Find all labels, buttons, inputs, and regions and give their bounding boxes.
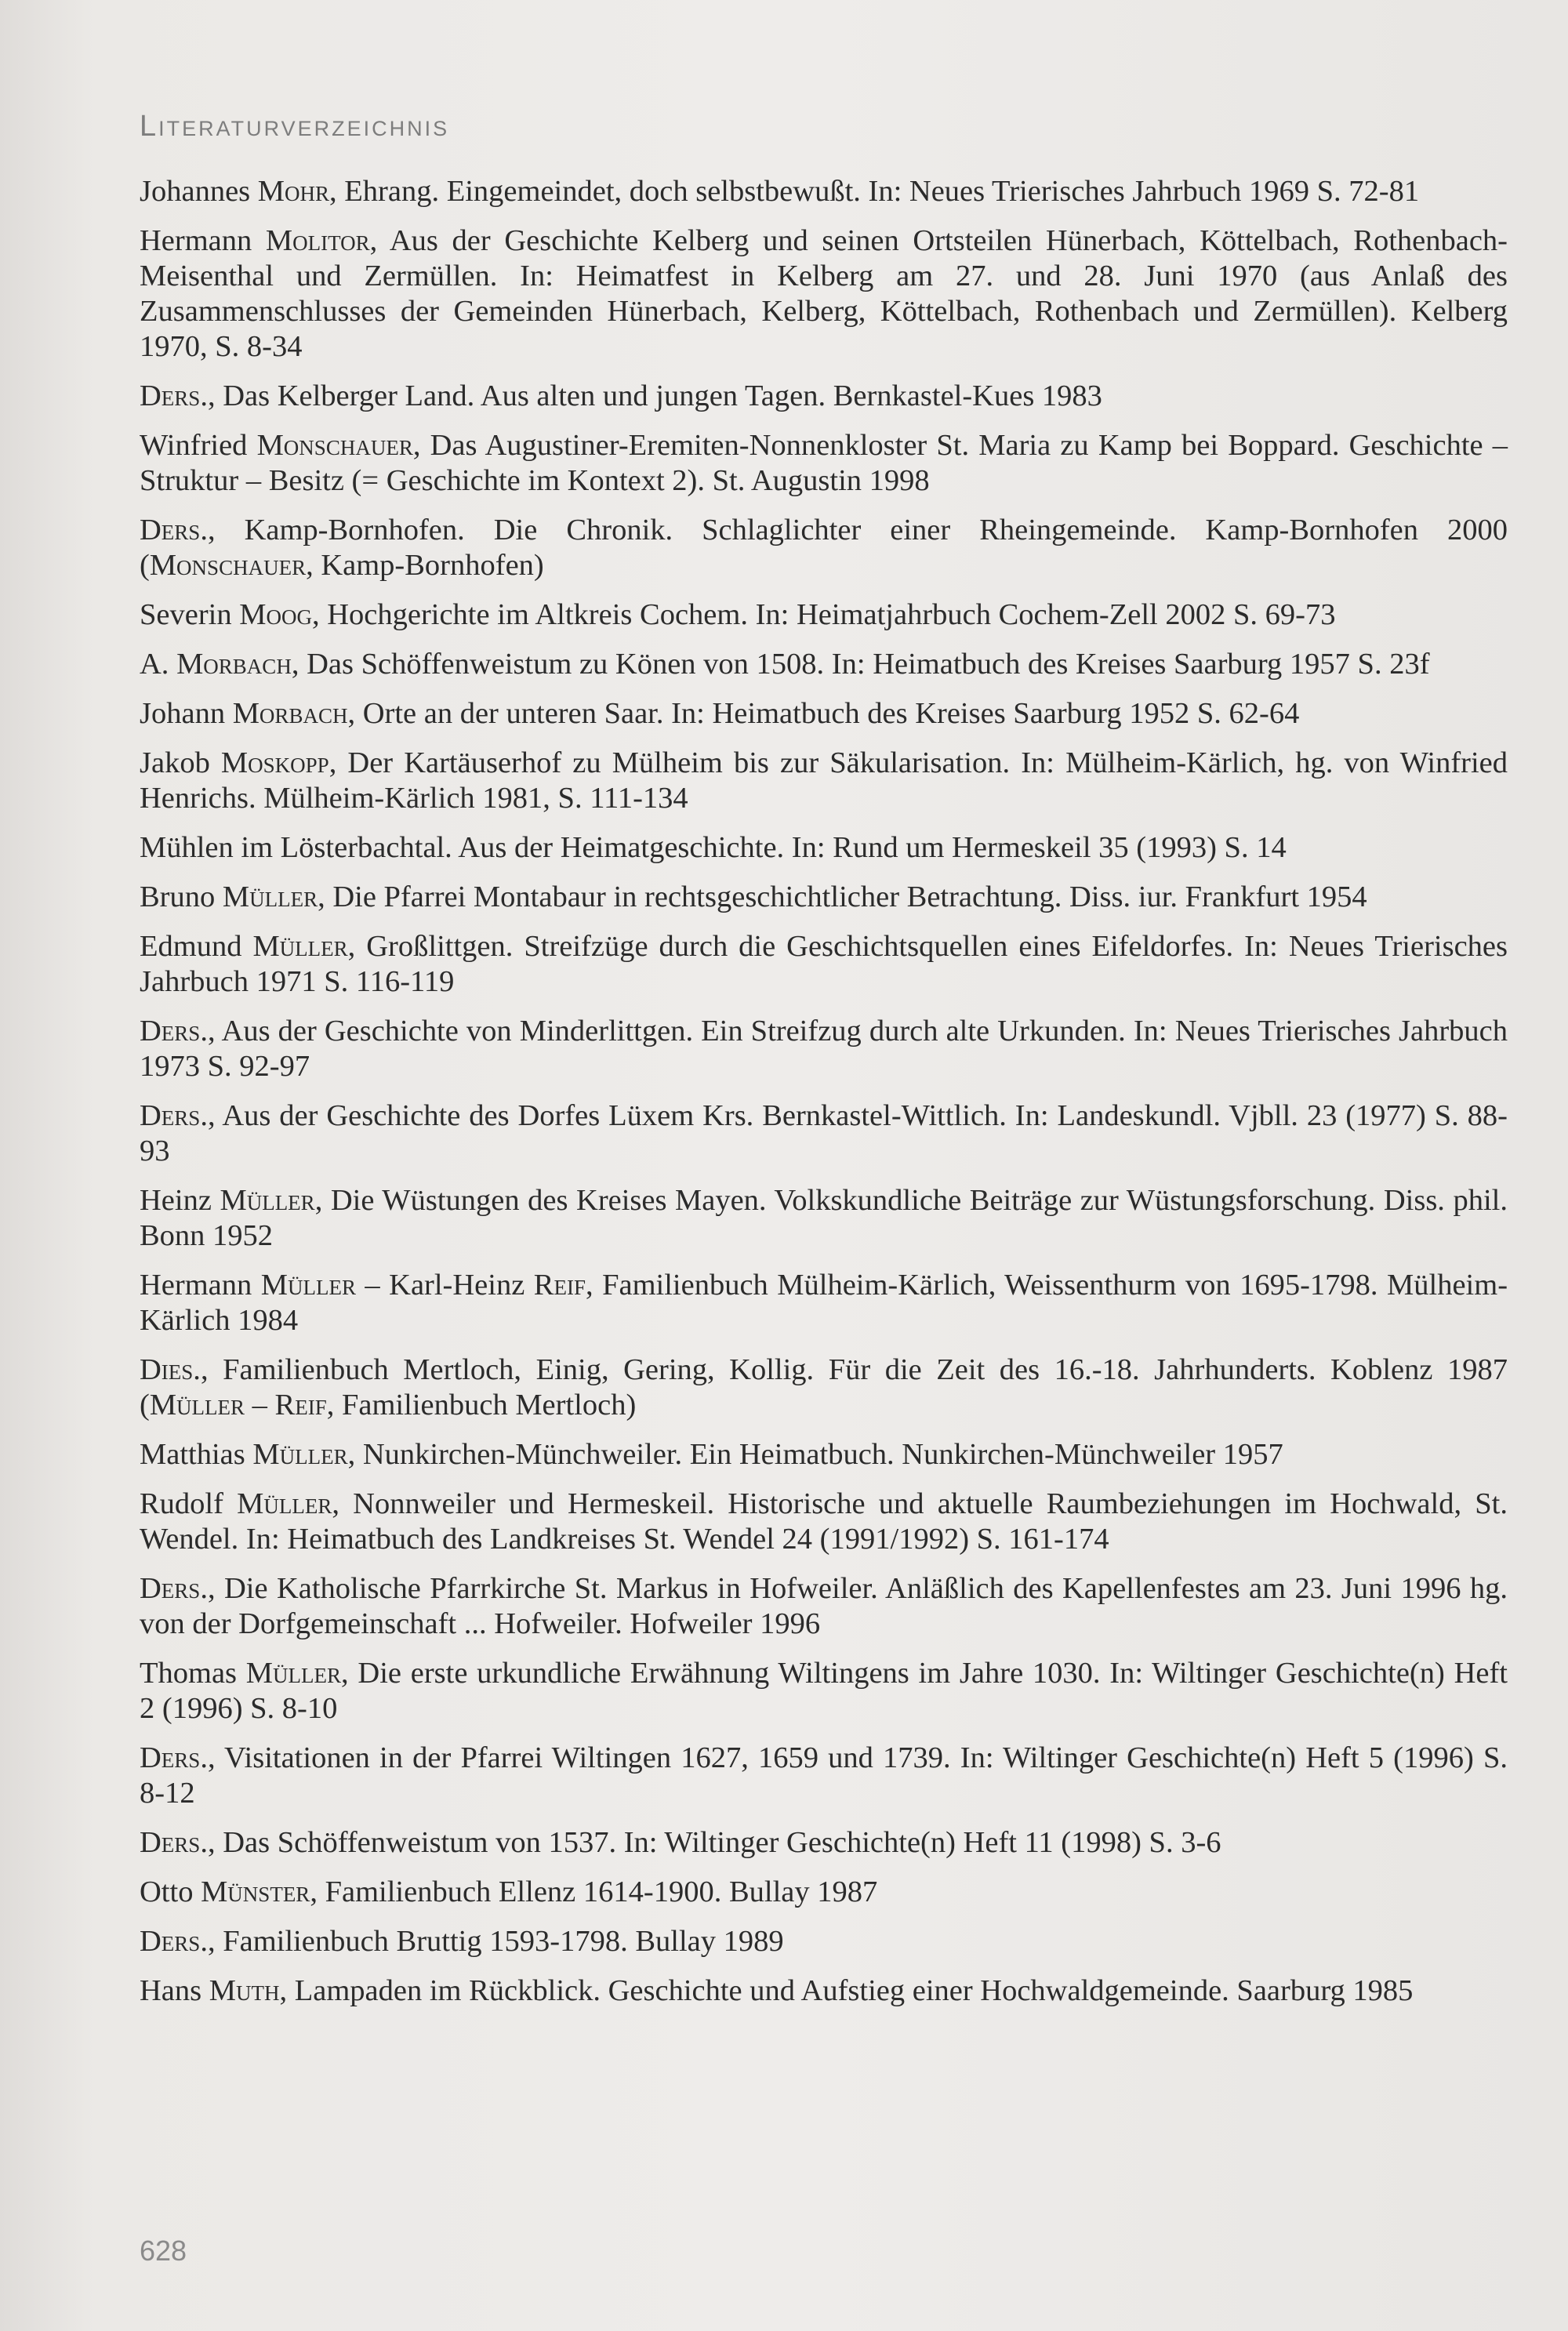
entry-text: Winfried xyxy=(140,429,257,462)
author-name: Mohr xyxy=(257,175,330,208)
bibliography-entry xyxy=(140,1014,1508,1084)
entry-text: , Orte an der unteren Saar. In: Heimatbuch des Kreises Saarburg 1952 S. 62-64 xyxy=(347,697,1300,730)
author-name: Müller xyxy=(252,1438,348,1471)
bibliography-entry xyxy=(140,1741,1508,1811)
author-name: Ders. xyxy=(140,1099,208,1132)
bibliography-entry xyxy=(140,1487,1508,1557)
author-name: Muth xyxy=(209,1974,280,2007)
author-name: Monschauer xyxy=(256,429,413,462)
entry-text: , Kamp-Bornhofen. Die Chronik. Schlaglichter einer Rheingemeinde. Kamp-Bornhofen 2000 ( xyxy=(140,514,1508,582)
author-name: Moskopp xyxy=(220,746,329,779)
entry-text: , Aus der Geschichte Kelberg und seinen Ortsteilen Hünerbach, Köttelbach, Rothenbach-Meisenthal und Zermüllen. In: Heimatfest in Kelberg am 27. und 28. Juni 1970 (aus Anlaß des Zusammenschlusses der Gemeinden Hünerbach, Kelberg, Köttelbach, Rothenbach und Zermüllen). Kelberg 1970, S. 8-34 xyxy=(140,224,1508,363)
bibliography-entry xyxy=(140,174,1508,209)
bibliography-entry xyxy=(140,597,1508,633)
entry-text: , Die Pfarrei Montabaur in rechtsgeschichtlicher Betrachtung. Diss. iur. Frankfurt 1954 xyxy=(318,880,1367,913)
author-name: Ders. xyxy=(140,514,208,546)
author-name: Ders. xyxy=(140,1925,208,1958)
entry-text: , Das Schöffenweistum von 1537. In: Wiltinger Geschichte(n) Heft 11 (1998) S. 3-6 xyxy=(207,1826,1221,1859)
entry-text: , Großlittgen. Streifzüge durch die Geschichtsquellen eines Eifeldorfes. In: Neues Trierisches Jahrbuch 1971 S. 116-119 xyxy=(140,930,1508,998)
entry-text: Edmund xyxy=(140,930,253,963)
author-name: Müller xyxy=(245,1657,342,1690)
entry-text: , Das Kelberger Land. Aus alten und jungen Tagen. Bernkastel-Kues 1983 xyxy=(207,379,1102,412)
author-name: Morbach xyxy=(176,648,292,681)
author-name: Müller xyxy=(220,1184,315,1217)
entry-text: , Familienbuch Ellenz 1614-1900. Bullay 1987 xyxy=(310,1875,878,1908)
entry-text: , Die Katholische Pfarrkirche St. Markus in Hofweiler. Anläßlich des Kapellenfestes am 23. Juni 1996 hg. von der Dorfgemeinschaft ... Hofweiler. Hofweiler 1996 xyxy=(140,1572,1508,1640)
bibliography-entry xyxy=(140,513,1508,583)
author-name: Morbach xyxy=(232,697,348,730)
entry-text: Jakob xyxy=(140,746,221,779)
author-name: Moog xyxy=(239,598,312,631)
bibliography-entry xyxy=(140,647,1508,682)
bibliography-entry xyxy=(140,880,1508,915)
entry-text: , Kamp-Bornhofen) xyxy=(306,549,544,582)
entry-text: , Familienbuch Bruttig 1593-1798. Bullay 1989 xyxy=(207,1925,784,1958)
entry-text: Otto xyxy=(140,1875,201,1908)
bibliography-entry xyxy=(140,428,1508,499)
entry-text: , Die Wüstungen des Kreises Mayen. Volkskundliche Beiträge zur Wüstungsforschung. Diss. phil. Bonn 1952 xyxy=(140,1184,1508,1252)
entry-text: A. xyxy=(140,648,177,681)
bibliography-list xyxy=(140,174,1508,2023)
bibliography-entry xyxy=(140,696,1508,732)
author-name: Ders. xyxy=(140,1826,208,1859)
author-name: Müller xyxy=(260,1269,356,1302)
bibliography-entry xyxy=(140,929,1508,1000)
author-name: Münster xyxy=(201,1875,310,1908)
entry-text: , Aus der Geschichte des Dorfes Lüxem Krs. Bernkastel-Wittlich. In: Landeskundl. Vjbll. 23 (1977) S. 88-93 xyxy=(140,1099,1508,1167)
bibliography-entry xyxy=(140,830,1508,866)
bibliography-entry xyxy=(140,1875,1508,1910)
entry-text: , Nunkirchen-Münchweiler. Ein Heimatbuch. Nunkirchen-Münchweiler 1957 xyxy=(347,1438,1283,1471)
entry-text: Thomas xyxy=(140,1657,246,1690)
entry-text: , Der Kartäuserhof zu Mülheim bis zur Säkularisation. In: Mülheim-Kärlich, hg. von Winfried Henrichs. Mülheim-Kärlich 1981, S. 111-134 xyxy=(140,746,1508,815)
bibliography-entry xyxy=(140,1571,1508,1642)
author-name: Müller xyxy=(252,930,348,963)
bibliography-entry xyxy=(140,746,1508,816)
author-name: Müller xyxy=(237,1487,332,1520)
bibliography-entry xyxy=(140,379,1508,414)
entry-text: , Familienbuch Mülheim-Kärlich, Weissenthurm von 1695-1798. Mülheim-Kärlich 1984 xyxy=(140,1269,1508,1337)
entry-text: , Die erste urkundliche Erwähnung Wiltingens im Jahre 1030. In: Wiltinger Geschichte(n) Heft 2 (1996) S. 8-10 xyxy=(140,1657,1508,1725)
entry-text: Heinz xyxy=(140,1184,220,1217)
bibliography-entry xyxy=(140,1656,1508,1726)
entry-text: , Nonnweiler und Hermeskeil. Historische und aktuelle Raumbeziehungen im Hochwald, St. Wendel. In: Heimatbuch des Landkreises St. Wendel 24 (1991/1992) S. 161-174 xyxy=(140,1487,1508,1556)
author-name: Molitor xyxy=(265,224,370,257)
bibliography-entry xyxy=(140,1268,1508,1338)
author-name: Müller xyxy=(222,880,318,913)
header-title: Literaturverzeichnis xyxy=(140,110,450,143)
bibliography-entry xyxy=(140,223,1508,365)
author-name: Monschauer xyxy=(149,549,307,582)
page-number: 628 xyxy=(140,2235,187,2267)
entry-text: Severin xyxy=(140,598,240,631)
entry-text: , Ehrang. Eingemeindet, doch selbstbewußt. In: Neues Trierisches Jahrbuch 1969 S. 72-81 xyxy=(329,175,1420,208)
entry-text: Hans xyxy=(140,1974,209,2007)
entry-text: , Aus der Geschichte von Minderlittgen. Ein Streifzug durch alte Urkunden. In: Neues Trierisches Jahrbuch 1973 S. 92-97 xyxy=(140,1015,1508,1083)
bibliography-entry xyxy=(140,1098,1508,1169)
bibliography-entry xyxy=(140,1924,1508,1959)
author-name: Dies. xyxy=(140,1353,201,1386)
bibliography-entry xyxy=(140,1973,1508,2009)
entry-text: Johann xyxy=(140,697,233,730)
entry-text: , Visitationen in der Pfarrei Wiltingen 1627, 1659 und 1739. In: Wiltinger Geschichte(n) Heft 5 (1996) S. 8-12 xyxy=(140,1741,1508,1810)
bibliography-entry xyxy=(140,1437,1508,1472)
entry-text: Hermann xyxy=(140,224,266,257)
bibliography-entry xyxy=(140,1183,1508,1254)
entry-text: Bruno xyxy=(140,880,223,913)
entry-text: , Hochgerichte im Altkreis Cochem. In: Heimatjahrbuch Cochem-Zell 2002 S. 69-73 xyxy=(311,598,1336,631)
entry-text: , Familienbuch Mertloch, Einig, Gering, Kollig. Für die Zeit des 16.-18. Jahrhunderts. Koblenz 1987 ( xyxy=(140,1353,1508,1421)
author-name: Müller – Reif xyxy=(149,1389,327,1421)
bibliography-entry xyxy=(140,1352,1508,1423)
entry-text: Johannes xyxy=(140,175,258,208)
author-name: Ders. xyxy=(140,379,208,412)
entry-text: – Karl-Heinz xyxy=(355,1269,534,1302)
bibliography-entry xyxy=(140,1825,1508,1861)
entry-text: , Das Augustiner-Eremiten-Nonnenkloster St. Maria zu Kamp bei Boppard. Geschichte – Struktur – Besitz (= Geschichte im Kontext 2). St. Augustin 1998 xyxy=(140,429,1508,497)
entry-text: , Lampaden im Rückblick. Geschichte und Aufstieg einer Hochwaldgemeinde. Saarburg 1985 xyxy=(279,1974,1414,2007)
entry-text: Mühlen im Lösterbachtal. Aus der Heimatgeschichte. In: Rund um Hermeskeil 35 (1993) S. 14 xyxy=(140,831,1287,864)
entry-text: , Familienbuch Mertloch) xyxy=(326,1389,637,1421)
running-header xyxy=(140,110,449,143)
author-name: Ders. xyxy=(140,1015,208,1047)
entry-text: Rudolf xyxy=(140,1487,238,1520)
author-name: Ders. xyxy=(140,1572,208,1605)
entry-text: Hermann xyxy=(140,1269,261,1302)
entry-text: , Das Schöffenweistum zu Könen von 1508. In: Heimatbuch des Kreises Saarburg 1957 S. 23f xyxy=(291,648,1430,681)
entry-text: Matthias xyxy=(140,1438,253,1471)
author-name: Ders. xyxy=(140,1741,208,1774)
author-name: Reif xyxy=(533,1269,586,1302)
